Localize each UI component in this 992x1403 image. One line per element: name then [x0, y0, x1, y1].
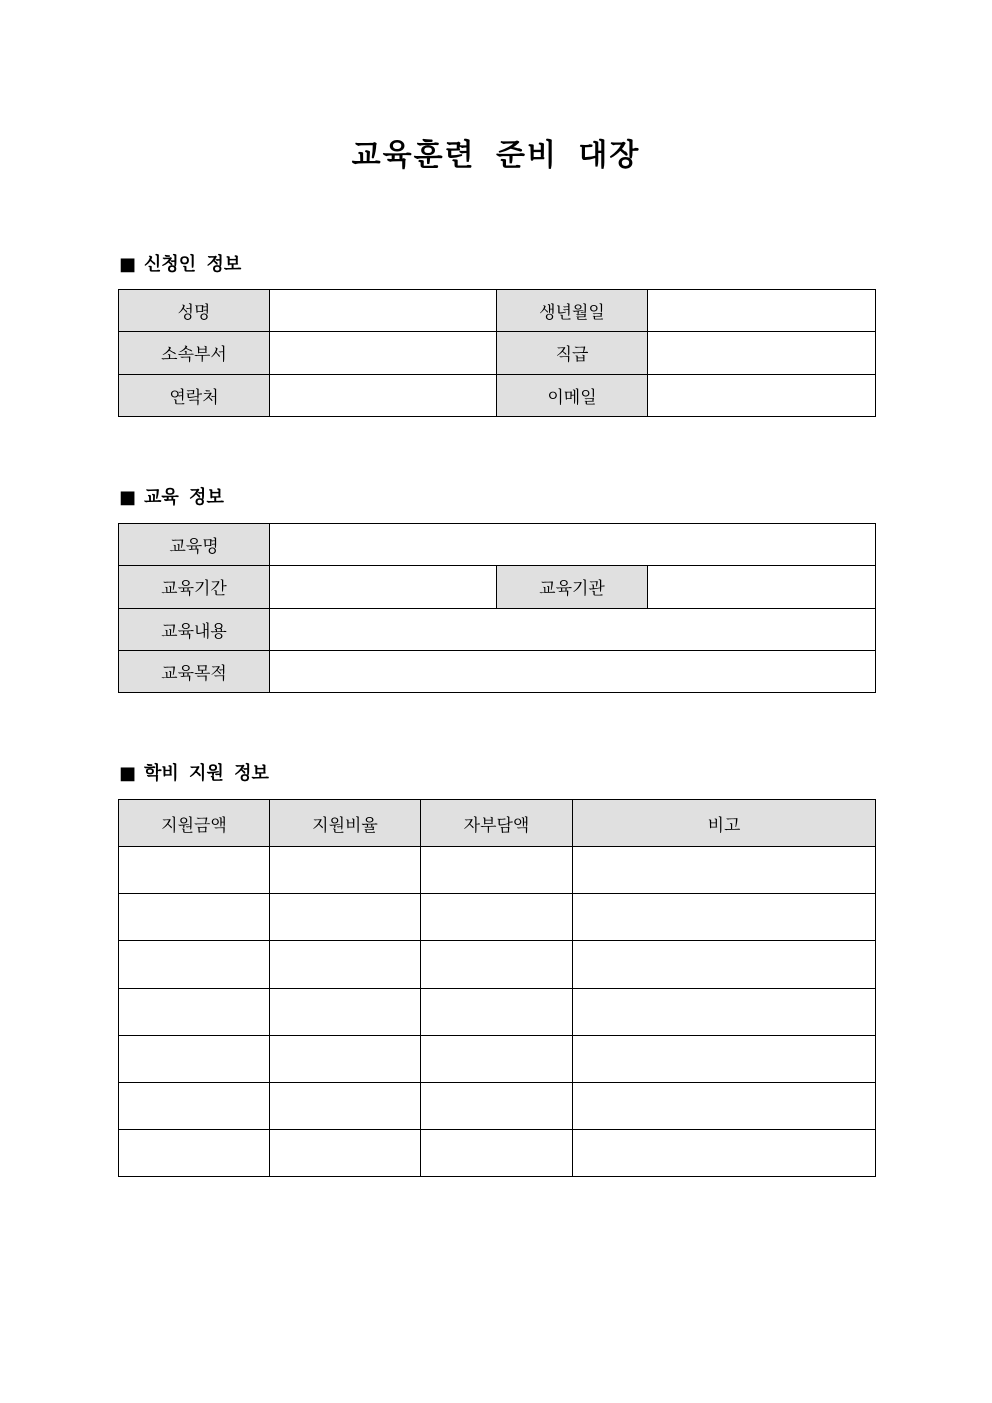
contact-label: 연락처 [119, 374, 270, 416]
section-heading-education [119, 486, 224, 510]
birthdate-field[interactable] [648, 290, 876, 332]
table-row [119, 988, 876, 1035]
position-label: 직급 [497, 332, 648, 374]
self-pay-cell[interactable] [421, 894, 573, 941]
square-bullet-icon: ■ [119, 487, 137, 508]
self-pay-cell[interactable] [421, 847, 573, 894]
support-ratio-cell[interactable] [270, 941, 421, 988]
table-row [119, 941, 876, 988]
remarks-cell[interactable] [573, 941, 876, 988]
table-row [119, 894, 876, 941]
table-row [119, 290, 876, 332]
name-label: 성명 [119, 290, 270, 332]
self-pay-cell[interactable] [421, 1035, 573, 1082]
section-heading-label: 학비 지원 정보 [144, 763, 269, 784]
table-row [119, 847, 876, 894]
position-field[interactable] [648, 332, 876, 374]
table-row [119, 1129, 876, 1176]
support-ratio-cell[interactable] [270, 1082, 421, 1129]
table-row [119, 566, 876, 608]
square-bullet-icon: ■ [119, 254, 137, 275]
remarks-cell[interactable] [573, 988, 876, 1035]
support-ratio-cell[interactable] [270, 1035, 421, 1082]
education-table [118, 523, 876, 693]
period-label: 교육기간 [119, 566, 270, 608]
period-field[interactable] [270, 566, 497, 608]
table-row [119, 374, 876, 416]
birthdate-label: 생년월일 [497, 290, 648, 332]
column-header-remarks: 비고 [573, 800, 876, 847]
contact-field[interactable] [270, 374, 497, 416]
document-title: 교육훈련 준비 대장 [351, 138, 641, 173]
institution-field[interactable] [648, 566, 876, 608]
support-amount-cell[interactable] [119, 1035, 270, 1082]
support-ratio-cell[interactable] [270, 847, 421, 894]
table-header-row [119, 800, 876, 847]
purpose-label: 교육목적 [119, 650, 270, 692]
support-ratio-cell[interactable] [270, 894, 421, 941]
column-header-support-amount: 지원금액 [119, 800, 270, 847]
department-field[interactable] [270, 332, 497, 374]
email-label: 이메일 [497, 374, 648, 416]
support-ratio-cell[interactable] [270, 1129, 421, 1176]
institution-label: 교육기관 [497, 566, 648, 608]
tuition-table [118, 799, 876, 1177]
support-amount-cell[interactable] [119, 1129, 270, 1176]
remarks-cell[interactable] [573, 847, 876, 894]
section-heading-applicant [119, 253, 241, 277]
remarks-cell[interactable] [573, 1035, 876, 1082]
table-row [119, 332, 876, 374]
table-row [119, 608, 876, 650]
name-field[interactable] [270, 290, 497, 332]
table-row [119, 1035, 876, 1082]
section-heading-label: 신청인 정보 [144, 254, 242, 275]
section-heading-label: 교육 정보 [144, 487, 224, 508]
support-amount-cell[interactable] [119, 894, 270, 941]
self-pay-cell[interactable] [421, 1082, 573, 1129]
square-bullet-icon: ■ [119, 763, 137, 784]
content-field[interactable] [270, 608, 876, 650]
applicant-table [118, 289, 876, 417]
self-pay-cell[interactable] [421, 941, 573, 988]
self-pay-cell[interactable] [421, 988, 573, 1035]
table-row [119, 650, 876, 692]
column-header-self-pay: 자부담액 [421, 800, 573, 847]
support-ratio-cell[interactable] [270, 988, 421, 1035]
remarks-cell[interactable] [573, 1082, 876, 1129]
content-label: 교육내용 [119, 608, 270, 650]
table-row [119, 524, 876, 566]
course-name-field[interactable] [270, 524, 876, 566]
self-pay-cell[interactable] [421, 1129, 573, 1176]
remarks-cell[interactable] [573, 894, 876, 941]
support-amount-cell[interactable] [119, 1082, 270, 1129]
table-row [119, 1082, 876, 1129]
support-amount-cell[interactable] [119, 988, 270, 1035]
email-field[interactable] [648, 374, 876, 416]
column-header-support-ratio: 지원비율 [270, 800, 421, 847]
course-name-label: 교육명 [119, 524, 270, 566]
department-label: 소속부서 [119, 332, 270, 374]
section-heading-tuition [119, 762, 269, 786]
remarks-cell[interactable] [573, 1129, 876, 1176]
support-amount-cell[interactable] [119, 941, 270, 988]
support-amount-cell[interactable] [119, 847, 270, 894]
purpose-field[interactable] [270, 650, 876, 692]
